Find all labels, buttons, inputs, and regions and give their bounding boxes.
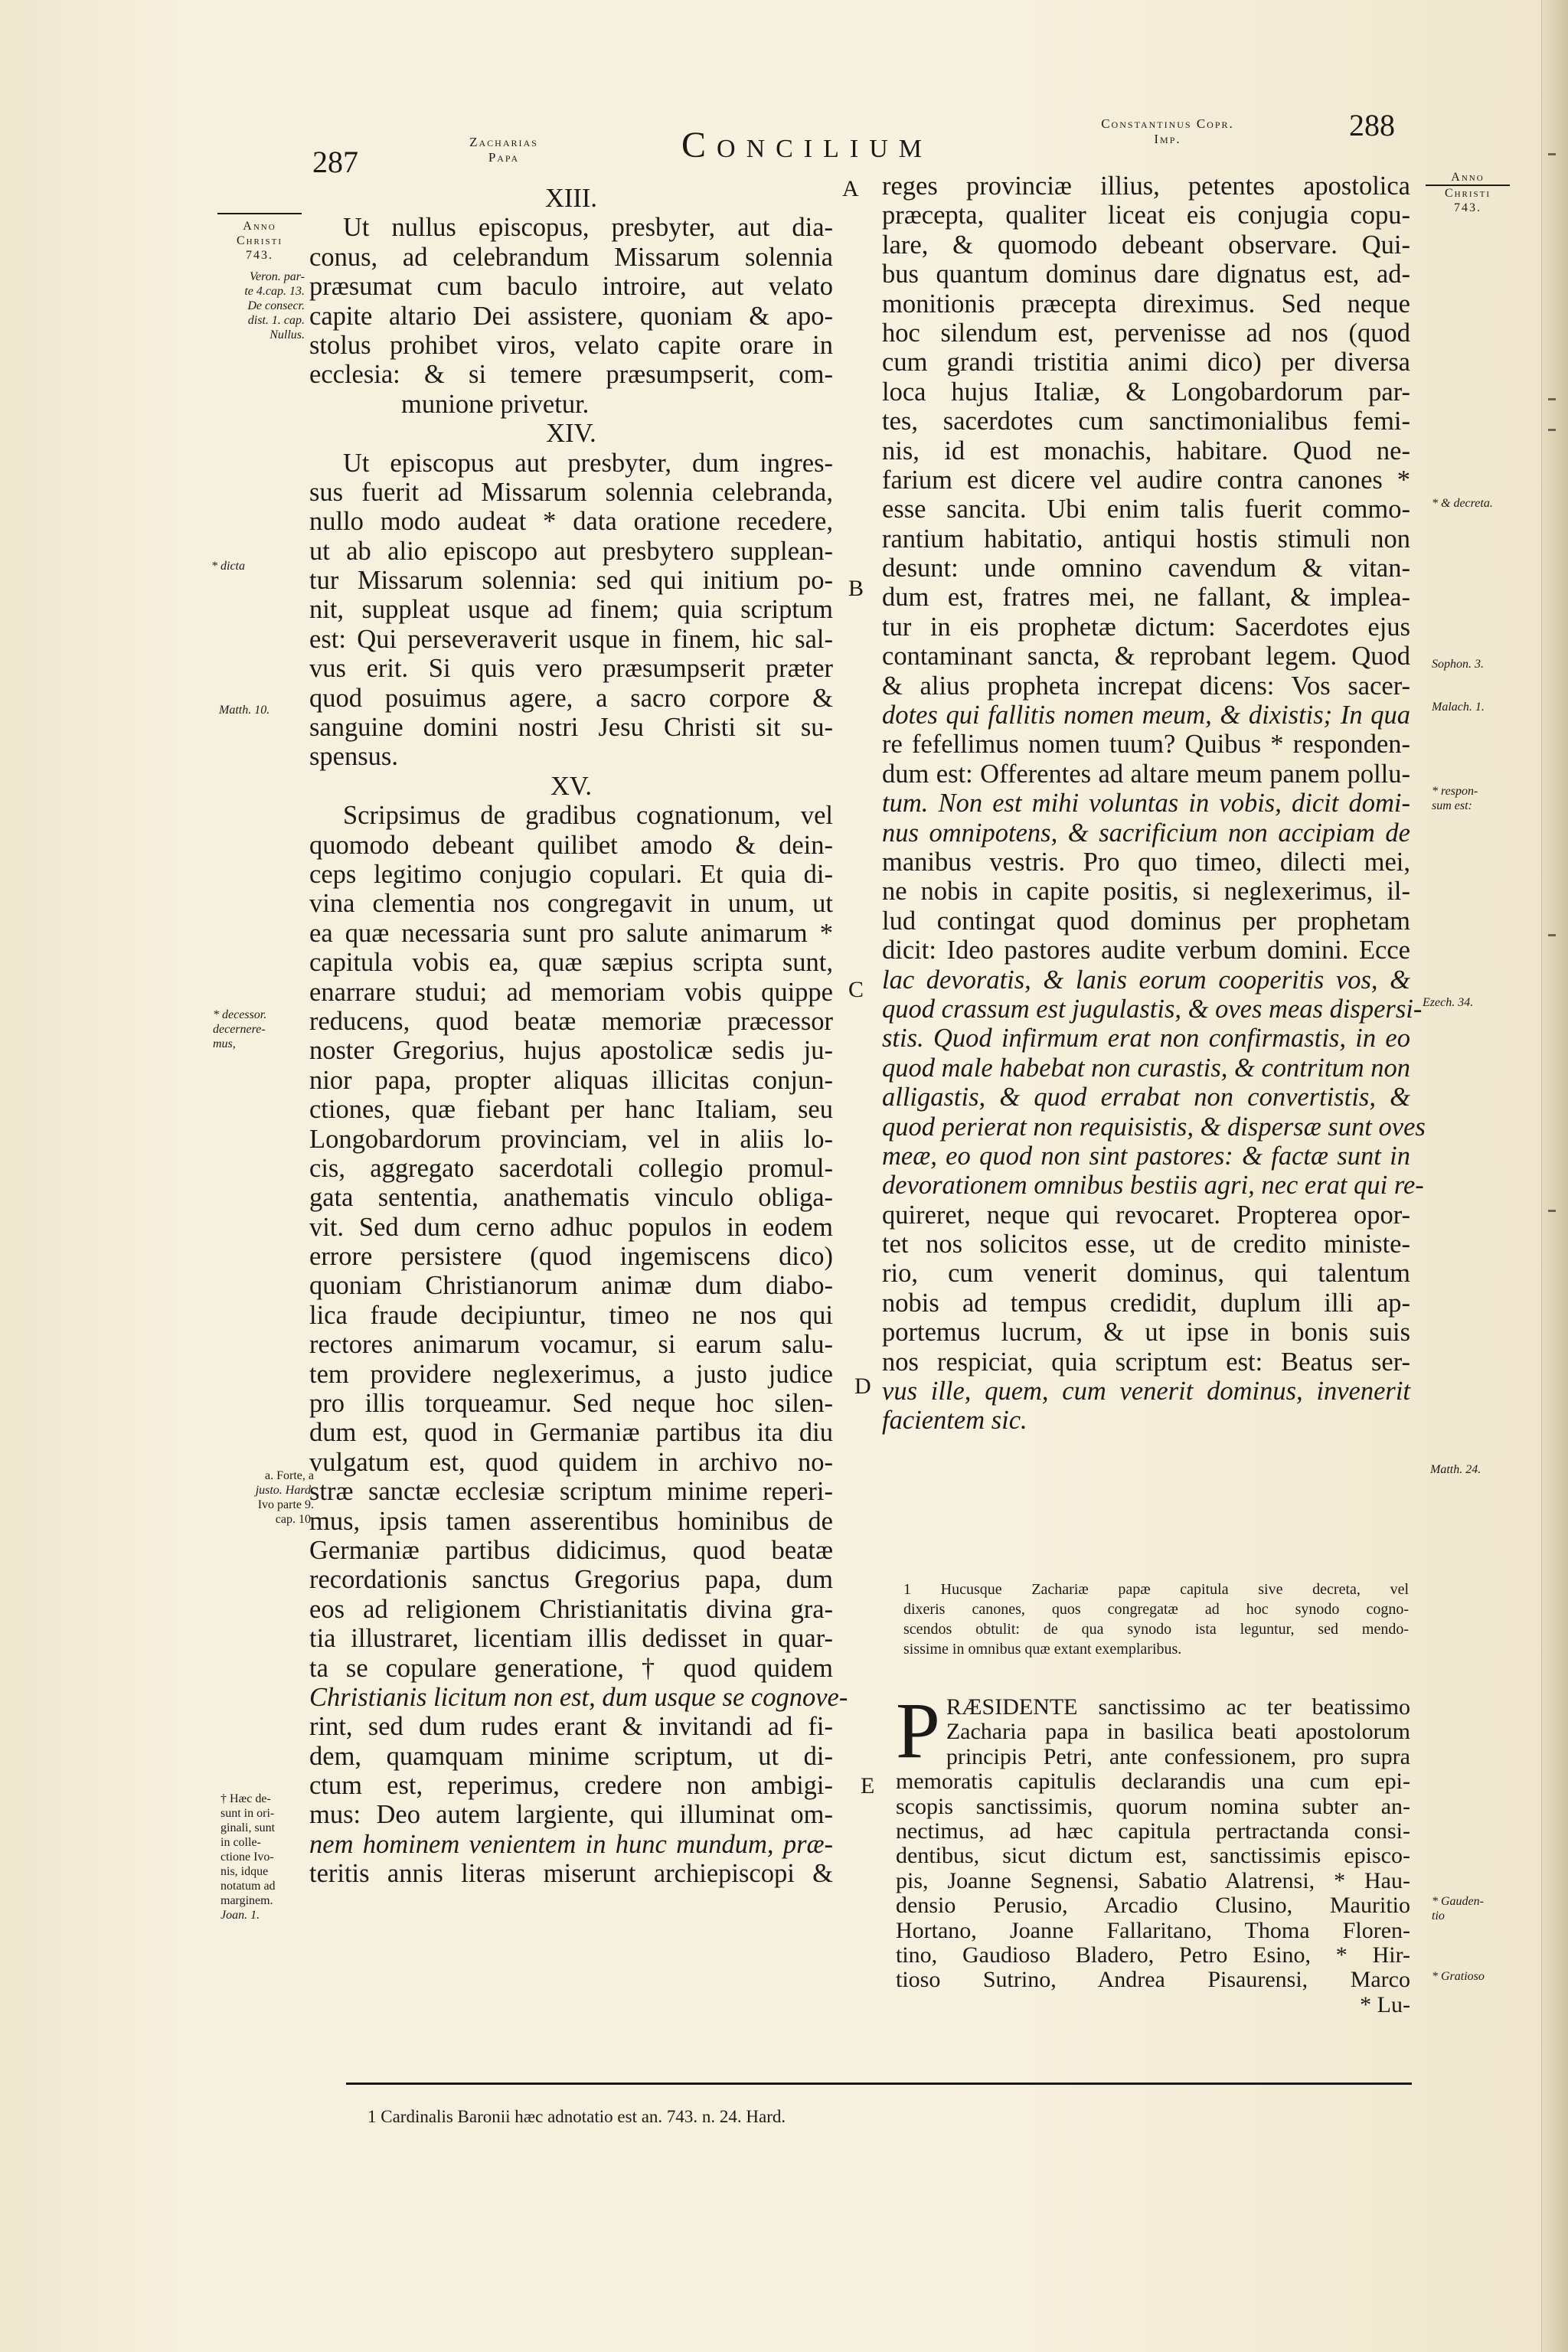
right-line: meæ, eo quod non sint pastores: & factæ sunt in <box>882 1141 1410 1171</box>
right-line: dum est: Offerentes ad altare meum panem pollu- <box>882 759 1410 789</box>
right-line: tet nos solicitos esse, ut de credito ministe- <box>882 1230 1410 1259</box>
right-line: rio, cum venerit dominus, qui talentum <box>882 1259 1410 1289</box>
right-line: rantium habitatio, antiqui hostis stimuli non <box>882 524 1410 554</box>
right-line: præcepta, qualiter liceat eis conjugia copu- <box>882 201 1410 230</box>
footnote: 1 Cardinalis Baronii hæc adnotatio est an. 743. n. 24. Hard. <box>368 2107 786 2126</box>
hucusque-note: 1 Hucusque Zachariæ papæ capitula sive decreta, vel dixeris canones, quos congregatæ ad hoc synodo cogno- scendos obtulit: de qua synodo ista leguntur, sed mendo- sissime in omnibus quæ extant exemplaribus. <box>903 1581 1409 1658</box>
xv-line: rint, sed dum rudes erant & invitandi ad fi- <box>309 1712 833 1742</box>
section-letter-b: B <box>848 576 864 601</box>
page-number-left: 287 <box>312 145 358 179</box>
xv-line: quomodo debeant quilibet amodo & dein- <box>309 830 833 860</box>
margin-ref-xiii: Veron. par- te 4.cap. 13. De consecr. dist. 1. cap. Nullus. <box>244 270 305 341</box>
right-line: farium est dicere vel audire contra canones * <box>882 465 1410 495</box>
margin-forte: a. Forte, a justo. Hard. Ivo parte 9. cap. 10. <box>255 1469 314 1526</box>
xiii-line: conus, ad celebrandum Missarum solennia <box>309 242 833 272</box>
xv-line: tia illustraret, licentiam illis dedisset in quar- <box>309 1624 833 1654</box>
xv-line: reducens, quod beatæ memoriæ præcessor <box>309 1006 833 1036</box>
right-line: portemus lucrum, & ut ipse in bonis suis <box>882 1318 1410 1348</box>
right-line: quireret, neque qui revocaret. Propterea opor- <box>882 1200 1410 1230</box>
xiv-line: quod posuimus agere, a sacro corpore & <box>309 683 833 713</box>
xiv-line: sanguine domini nostri Jesu Christi sit su- <box>309 713 833 743</box>
right-line: & alius propheta increpat dicens: Vos sacer- <box>882 671 1410 701</box>
right-line: dum est, fratres mei, ne fallant, & implea- <box>882 583 1410 612</box>
right-line: quod crassum est jugulastis, & oves meas dispersi- <box>882 994 1423 1024</box>
xv-line: pro illis torqueamur. Sed neque hoc silen- <box>309 1389 833 1419</box>
xv-line: dem, quamquam minime scriptum, ut di- <box>309 1741 833 1771</box>
xv-line: teritis annis literas miserunt archiepiscopi & <box>309 1859 833 1889</box>
xiv-line: est: Qui perseveraverit usque in finem, hic sal- <box>309 624 833 654</box>
xv-line: rectores animarum vocamur, si earum salu- <box>309 1330 833 1360</box>
margin-matth10: Matth. 10. <box>219 704 270 717</box>
right-line: dotes qui fallitis nomen meum, & dixistis; In qua <box>882 701 1410 730</box>
margin-sophon: Sophon. 3. <box>1432 658 1484 671</box>
heading-xv: XV. <box>550 771 592 801</box>
right-line: stis. Quod infirmum erat non confirmastis, in eo <box>882 1024 1410 1054</box>
section-letter-a: A <box>842 176 859 201</box>
xv-line: vit. Sed dum cerno adhuc populos in eodem <box>309 1212 833 1242</box>
margin-malach: Malach. 1. <box>1432 701 1485 714</box>
margin-year-right: Anno Christi 743. <box>1426 170 1510 215</box>
xv-line: stræ sanctæ ecclesiæ scriptum minime reperi- <box>309 1477 833 1507</box>
right-line: quod male habebat non curastis, & contritum non <box>882 1053 1410 1083</box>
margin-haec-desunt: † Hæc de- sunt in ori- ginali, sunt in colle- ctione Ivo- nis, idque notatum ad marginem. Joan. 1. <box>220 1792 276 1922</box>
xv-line: mus: Deo autem largiente, qui illuminat om- <box>309 1800 833 1830</box>
xv-line: recordationis sanctus Gregorius papa, dum <box>309 1565 833 1595</box>
xv-line: vulgatum est, quod quidem in archivo no- <box>309 1447 833 1477</box>
xv-line: eos ad religionem Christianitatis divina gra- <box>309 1594 833 1624</box>
xv-line: Christianis licitum non est, dum usque se cognove- <box>309 1682 848 1712</box>
xv-line: noster Gregorius, hujus apostolicæ sedis ju- <box>309 1036 833 1066</box>
margin-responsum: * respon- sum est: <box>1432 785 1478 812</box>
right-line: ne nobis in capite positis, si neglexerimus, il- <box>882 877 1410 906</box>
xiii-line: præsumat cum baculo introire, aut velato <box>309 272 833 302</box>
margin-decreta: * & decreta. <box>1432 497 1493 510</box>
right-line: quod perierat non requisistis, & dispersæ sunt oves <box>882 1112 1426 1142</box>
xv-line: ctiones, quæ fiebant per hanc Italiam, seu <box>309 1095 833 1125</box>
right-line: manibus vestris. Pro quo timeo, dilecti mei, <box>882 847 1410 877</box>
margin-matth24: Matth. 24. <box>1430 1463 1481 1476</box>
xv-line: ceps legitimo conjugio copulari. Et quia di- <box>309 859 833 889</box>
right-line: monitionis præcepta direximus. Sed neque <box>882 289 1410 318</box>
xv-line: Scripsimus de gradibus cognationum, vel <box>343 801 833 831</box>
page-number-right: 288 <box>1349 108 1395 142</box>
heading-xiv: XIV. <box>546 419 596 449</box>
right-line: tes, sacerdotes cum sanctimonialibus femi- <box>882 407 1410 436</box>
running-head-right: Constantinus Copr. Imp. <box>1101 116 1234 146</box>
right-line: facientem sic. <box>882 1406 1027 1436</box>
xv-line: enarrare studui; ad memoriam vobis quippe <box>309 977 833 1007</box>
xv-line: Germaniæ partibus didicimus, quod beatæ <box>309 1535 833 1565</box>
right-line: alligastis, & quod errabat non convertistis, & <box>882 1083 1410 1112</box>
xv-line: nem hominem venientem in hunc mundum, præ- <box>309 1829 833 1859</box>
right-line: reges provinciæ illius, petentes apostolica <box>882 172 1410 201</box>
xiii-line: stolus prohibet viros, velato capite orare in <box>309 330 833 360</box>
next-page-edge <box>1541 0 1568 2352</box>
right-line: cum grandi tristitia animi dico) per diversa <box>882 348 1410 377</box>
right-line: tur in eis prophetæ dictum: Sacerdotes ejus <box>882 612 1410 642</box>
section-letter-c: C <box>848 977 864 1002</box>
right-line: nus omnipotens, & sacrificium non accipiam de <box>882 818 1410 848</box>
xv-line: dum est, quod in Germaniæ partibus ita diu <box>309 1418 833 1448</box>
right-line: tum. Non est mihi voluntas in vobis, dicit domi- <box>882 789 1410 818</box>
xiii-line: Ut nullus episcopus, presbyter, aut dia- <box>343 213 833 243</box>
right-line: nobis ad tempus credidit, duplum illi ap- <box>882 1288 1410 1318</box>
xv-line: ctum est, reperimus, credere non ambigi- <box>309 1771 833 1801</box>
xv-line: errore persistere (quod ingemiscens dico) <box>309 1242 833 1272</box>
heading-xiii: XIII. <box>544 184 597 213</box>
right-line: desunt: unde omnino cavendum & vitan- <box>882 554 1410 583</box>
xv-line: cis, aggregato sacerdotali collegio promul- <box>309 1153 833 1183</box>
margin-ezech: Ezech. 34. <box>1423 996 1474 1009</box>
right-line: nis, id est monachis, habitare. Quod ne- <box>882 436 1410 466</box>
xiii-line: capite altario Dei assistere, quoniam & apo- <box>309 301 833 331</box>
right-line: dicit: Ideo pastores audite verbum domini. Ecce <box>882 936 1410 965</box>
xv-line: lica fraude decipiuntur, timeo ne nos qui <box>309 1300 833 1330</box>
margin-gaudentio: * Gauden- tio <box>1432 1895 1484 1922</box>
running-head-left: Zacharias Papa <box>469 135 538 165</box>
section-letter-e: E <box>861 1773 875 1798</box>
left-column <box>309 184 848 1889</box>
praesidente-paragraph: P RÆSIDENTE sanctissimo ac ter beatissimo Zacharia papa in basilica beati apostolorum principis Petri, ante confessionem, pro supra memoratis capitulis declarandis una cum epi- scopis sanctissimis, quorum nomina subter an- nectimus, ad hæc capitula pertractanda consi- dentibus, sicut dictum est, sanctissimis episco- pis, Joanne Segnensi, Sabatio Alatrensi, * Hau- densio Perusio, Arcadio Clusino, Mauritio Hortano, Joanne Fallaritano, Thoma Floren- tino, Gaudioso Bladero, Petro Esino, * Hir- tioso Sutrino, Andrea Pisaurensi, Marco * Lu- <box>896 1687 1410 2017</box>
xiv-line: ut ab alio episcopo aut presbytero supplean- <box>309 536 833 566</box>
drop-cap: P <box>896 1687 940 1775</box>
xiv-line: tur Missarum solennia: sed qui initium po- <box>309 566 833 596</box>
right-column <box>882 172 1426 1436</box>
xv-line: ta se copulare generatione, † quod quidem <box>309 1653 833 1683</box>
xiv-line: sus fuerit ad Missarum solennia celebranda, <box>309 477 833 507</box>
xv-line: nior papa, propter aliquas illicitas conjun- <box>309 1065 833 1095</box>
xv-line: quoniam Christianorum animæ dum diabo- <box>309 1271 833 1301</box>
xv-line: vina clementia nos congregavit in unum, ut <box>309 889 833 919</box>
right-line: devorationem omnibus bestiis agri, nec erat qui re- <box>882 1171 1424 1200</box>
xiv-line: spensus. <box>309 742 398 772</box>
xiii-line: ecclesia: & si temere præsumpserit, com- <box>309 360 833 390</box>
right-line: lare, & quomodo debeant observare. Qui- <box>882 230 1410 260</box>
right-line: bus quantum dominus dare dignatus est, ad- <box>882 260 1410 289</box>
xv-line: tem providere neglexerimus, a justo judice <box>309 1359 833 1389</box>
right-line: esse sancita. Ubi enim talis fuerit commo- <box>882 495 1410 524</box>
xv-line: mus, ipsis tamen asserentibus hominibus de <box>309 1506 833 1536</box>
xv-line: Longobardorum provinciam, vel in aliis lo- <box>309 1124 833 1154</box>
margin-gratioso: * Gratioso <box>1432 1970 1485 1983</box>
right-line: lac devoratis, & lanis eorum cooperitis vos, & <box>882 965 1410 995</box>
footnote-rule <box>346 2082 1412 2085</box>
right-line: contaminant sancta, & reprobant legem. Quod <box>882 642 1410 671</box>
right-line: lud contingat quod dominus per prophetam <box>882 906 1410 936</box>
margin-decessor: * decessor. decernere- mus, <box>213 1008 267 1050</box>
xiv-line: nullo modo audeat * data oratione recedere, <box>309 507 833 537</box>
margin-year-left: Anno Christi 743. <box>217 213 302 263</box>
running-title: Concilium <box>681 125 933 165</box>
xiv-line: Ut episcopus aut presbyter, dum ingres- <box>343 448 833 478</box>
xv-line: gata sententia, anathematis vinculo obliga- <box>309 1183 833 1213</box>
xiii-line: munione privetur. <box>401 389 590 419</box>
right-line: re fefellimus nomen tuum? Quibus * responden- <box>882 730 1410 760</box>
margin-dicta: * dicta <box>211 560 245 573</box>
xv-line: capitula vobis ea, quæ sæpius scripta sunt, <box>309 948 833 978</box>
right-line: hoc silendum est, pervenisse ad nos (quod <box>882 318 1410 348</box>
right-line: loca hujus Italiæ, & Longobardorum par- <box>882 377 1410 407</box>
xiv-line: vus erit. Si quis vero præsumpserit præter <box>309 654 833 684</box>
right-line: nos respiciat, quia scriptum est: Beatus ser- <box>882 1347 1410 1377</box>
section-letter-d: D <box>854 1374 871 1399</box>
xv-line: ea quæ necessaria sunt pro salute animarum * <box>309 918 833 948</box>
xiv-line: nit, suppleat usque ad finem; quia scriptum <box>309 595 833 625</box>
right-line: vus ille, quem, cum venerit dominus, invenerit <box>882 1377 1410 1406</box>
